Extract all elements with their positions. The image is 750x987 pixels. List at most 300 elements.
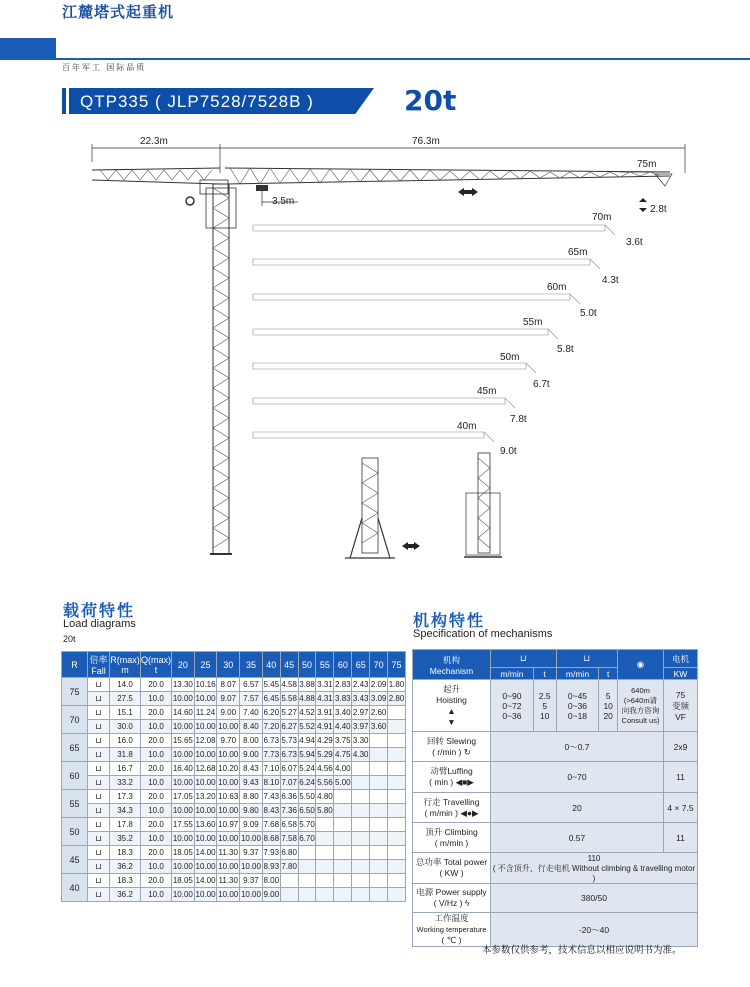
temp-label-en: Working temperature: [416, 925, 487, 934]
travelling-kw: 4 × 7.5: [664, 793, 698, 823]
load-value-cell: [334, 804, 352, 818]
jib-70-length: 70m: [592, 212, 612, 223]
load-value-cell: 10.00: [172, 888, 195, 902]
hoist-speed-a3: 0~36: [502, 710, 522, 721]
mech-col-mechanism: [413, 650, 491, 680]
load-value-cell: [388, 720, 406, 734]
load-value-cell: 2.09: [370, 678, 388, 692]
qmax-cell: 20.0: [141, 818, 172, 832]
load-value-cell: 7.20: [262, 720, 280, 734]
col-50: 50: [298, 652, 316, 678]
rmax-cell: 36.2: [110, 888, 141, 902]
crane-diagram: [60, 128, 750, 573]
load-value-cell: 15.65: [172, 734, 195, 748]
mech-col-mmin-2: m/min: [556, 668, 599, 680]
load-value-cell: [298, 888, 316, 902]
load-value-cell: 9.37: [240, 846, 263, 860]
jib-55-load: 5.8t: [557, 344, 574, 355]
load-value-cell: [370, 832, 388, 846]
fall-icon: ⊔: [88, 846, 110, 860]
load-value-cell: 8.00: [262, 874, 280, 888]
qmax-cell: 20.0: [141, 874, 172, 888]
rmax-cell: 16.7: [110, 762, 141, 776]
hoist-speed-b3: 0~18: [567, 710, 588, 721]
load-value-cell: 10.20: [217, 762, 240, 776]
load-value-cell: 12.08: [194, 734, 217, 748]
dim-counter-jib: 22.3m: [140, 136, 168, 147]
load-value-cell: [388, 874, 406, 888]
load-value-cell: 7.73: [262, 748, 280, 762]
col-55: 55: [316, 652, 334, 678]
load-value-cell: 5.50: [298, 790, 316, 804]
temp-label: 工作温度: [434, 913, 469, 923]
mech-row-luffing: [413, 762, 698, 793]
load-value-cell: 14.00: [194, 874, 217, 888]
mech-row-hoisting: [413, 680, 698, 732]
load-table-row: [62, 776, 406, 790]
rmax-cell: 17.8: [110, 818, 141, 832]
slewing-label-cell: [413, 732, 491, 762]
load-value-cell: 9.80: [240, 804, 263, 818]
load-value-cell: [280, 888, 298, 902]
load-value-cell: 3.31: [316, 678, 334, 692]
mech-row-climbing: [413, 823, 698, 853]
load-value-cell: 11.30: [217, 874, 240, 888]
fall-icon: ⊔: [88, 888, 110, 902]
col-20: 20: [172, 652, 195, 678]
load-title: 载荷特性: [63, 603, 136, 620]
load-value-cell: 7.43: [262, 790, 280, 804]
load-value-cell: 3.83: [334, 692, 352, 706]
load-value-cell: 9.00: [240, 748, 263, 762]
col-30: 30: [217, 652, 240, 678]
climbing-label-cell: [413, 823, 491, 853]
load-value-cell: 9.07: [217, 692, 240, 706]
col-45: 45: [280, 652, 298, 678]
load-subtitle: Load diagrams: [63, 618, 136, 630]
rmax-cell: 18.3: [110, 874, 141, 888]
load-value-cell: 18.05: [172, 846, 195, 860]
travelling-speed: 20: [491, 793, 664, 823]
load-value-cell: [298, 846, 316, 860]
load-value-cell: 5.94: [298, 748, 316, 762]
load-value-cell: 9.00: [262, 888, 280, 902]
load-value-cell: 4.91: [316, 720, 334, 734]
qmax-cell: 10.0: [141, 860, 172, 874]
load-value-cell: 5.58: [280, 692, 298, 706]
jib-65-length: 65m: [568, 247, 588, 258]
load-value-cell: 2.80: [388, 692, 406, 706]
lightning-icon: ϟ: [464, 898, 470, 908]
fall-icon: ⊔: [88, 804, 110, 818]
load-value-cell: 8.43: [240, 762, 263, 776]
hoist-kw-3: VF: [675, 711, 686, 722]
load-value-cell: 8.43: [262, 804, 280, 818]
load-value-cell: 5.45: [262, 678, 280, 692]
hoist-load-b1: 5: [605, 690, 611, 701]
company-name: 江麓塔式起重机: [62, 4, 175, 21]
load-table-body: [62, 678, 406, 902]
load-table-row: [62, 790, 406, 804]
hoist-kw-1: 75: [675, 689, 686, 700]
jib-60-length: 60m: [547, 282, 567, 293]
power-label: 总功率 Total power: [415, 857, 488, 867]
load-value-cell: 4.75: [334, 748, 352, 762]
load-table-row: [62, 832, 406, 846]
max-capacity: 20t: [404, 84, 457, 117]
load-value-cell: 5.00: [334, 776, 352, 790]
load-value-cell: [370, 860, 388, 874]
load-value-cell: [388, 818, 406, 832]
load-value-cell: [280, 874, 298, 888]
qmax-cell: 10.0: [141, 888, 172, 902]
hoist-loads-b: [599, 680, 618, 732]
load-table-row: [62, 748, 406, 762]
hoist-speeds-a: [491, 680, 534, 732]
slogan: 百年军工 国际品质: [62, 63, 147, 72]
rmax-cell: 17.3: [110, 790, 141, 804]
climbing-label: 顶升 Climbing: [425, 826, 478, 837]
load-value-cell: 4.58: [280, 678, 298, 692]
rmax-cell: 33.2: [110, 776, 141, 790]
hoist-kw-2: 变频: [671, 700, 689, 711]
load-value-cell: 7.68: [262, 818, 280, 832]
load-value-cell: [316, 832, 334, 846]
load-value-cell: [334, 888, 352, 902]
mech-col-motor: 电机: [664, 650, 698, 668]
radius-cell: 65: [62, 734, 88, 762]
load-value-cell: 6.73: [262, 734, 280, 748]
hoist-kw: [664, 680, 698, 732]
power-label-cell: [413, 853, 491, 884]
mech-row-power: [413, 853, 698, 884]
load-value-cell: [370, 888, 388, 902]
load-value-cell: 10.00: [172, 860, 195, 874]
hoist-rope-4: Consult us): [621, 715, 660, 725]
radius-cell: 70: [62, 706, 88, 734]
load-value-cell: 10.00: [194, 776, 217, 790]
fall-icon: ⊔: [88, 762, 110, 776]
load-value-cell: 5.24: [298, 762, 316, 776]
load-value-cell: 5.29: [316, 748, 334, 762]
load-table-row: [62, 874, 406, 888]
load-value-cell: [388, 860, 406, 874]
load-value-cell: 11.30: [217, 846, 240, 860]
hoist-load-a1: 2.5: [538, 690, 551, 701]
fall-icon: ⊔: [88, 748, 110, 762]
load-value-cell: [388, 804, 406, 818]
jib-60-load: 5.0t: [580, 308, 597, 319]
hoist-load-b3: 20: [603, 710, 613, 721]
col-40: 40: [262, 652, 280, 678]
travelling-unit: ( m/min ): [424, 807, 458, 818]
disclaimer: 本参数仅供参考，技术信息以相应说明书为准。: [482, 945, 682, 956]
travelling-label: 行走 Travelling: [423, 796, 480, 807]
load-value-cell: 10.00: [172, 832, 195, 846]
load-value-cell: 17.05: [172, 790, 195, 804]
supply-label: 电源 Power supply: [416, 887, 487, 897]
power-unit: ( KW ): [439, 868, 464, 878]
radius-cell: 55: [62, 790, 88, 818]
qmax-cell: 20.0: [141, 762, 172, 776]
slewing-speed: 0～0.7: [491, 732, 664, 762]
fall-icon: ⊔: [88, 776, 110, 790]
load-value-cell: 8.93: [262, 860, 280, 874]
load-value-cell: 10.00: [172, 692, 195, 706]
mech-subtitle: Specification of mechanisms: [413, 628, 553, 640]
load-value-cell: 7.36: [280, 804, 298, 818]
load-table-row: [62, 734, 406, 748]
brand-block: [0, 38, 56, 60]
load-75m: 2.8t: [650, 204, 667, 215]
hoist-load-b2: 10: [603, 700, 613, 711]
load-value-cell: 10.00: [194, 720, 217, 734]
load-value-cell: [388, 888, 406, 902]
col-qmax: Q(max) t: [141, 652, 172, 678]
load-value-cell: 9.70: [217, 734, 240, 748]
qmax-cell: 10.0: [141, 720, 172, 734]
mech-row-travelling: [413, 793, 698, 823]
load-value-cell: 10.97: [217, 818, 240, 832]
load-value-cell: 13.60: [194, 818, 217, 832]
hoist-load-a3: 10: [539, 710, 550, 721]
qmax-cell: 20.0: [141, 706, 172, 720]
load-value-cell: 5.70: [298, 818, 316, 832]
load-value-cell: 16.40: [172, 762, 195, 776]
load-table-row: [62, 818, 406, 832]
load-value-cell: 4.31: [316, 692, 334, 706]
load-table-row: [62, 860, 406, 874]
col-60: 60: [334, 652, 352, 678]
load-table-row: [62, 706, 406, 720]
load-value-cell: 1.80: [388, 678, 406, 692]
jib-50-length: 50m: [500, 352, 520, 363]
hoist-rope-2: (>640m请: [623, 695, 658, 705]
load-value-cell: 6.73: [280, 748, 298, 762]
mech-row-slewing: [413, 732, 698, 762]
load-value-cell: 5.80: [316, 804, 334, 818]
load-value-cell: 10.00: [217, 776, 240, 790]
mech-row-supply: [413, 884, 698, 913]
mech-col-mechanism-en: Mechanism: [429, 665, 474, 676]
col-75: 75: [388, 652, 406, 678]
luffing-icon: ◀■▶: [455, 777, 474, 787]
load-table-row: [62, 720, 406, 734]
luffing-label: 动臂Luffing: [430, 766, 473, 776]
load-value-cell: 7.80: [280, 860, 298, 874]
load-value-cell: 4.52: [298, 706, 316, 720]
mech-title: 机构特性: [413, 613, 486, 630]
load-value-cell: [316, 846, 334, 860]
rmax-cell: 36.2: [110, 860, 141, 874]
col-65: 65: [352, 652, 370, 678]
load-value-cell: 4.56: [316, 762, 334, 776]
load-value-cell: [334, 790, 352, 804]
load-value-cell: [370, 874, 388, 888]
load-value-cell: 17.55: [172, 818, 195, 832]
jib-45-length: 45m: [477, 386, 497, 397]
load-value-cell: 3.40: [334, 706, 352, 720]
radius-cell: 40: [62, 874, 88, 902]
load-value-cell: 7.93: [262, 846, 280, 860]
load-table-row: [62, 678, 406, 692]
fall-icon: ⊔: [88, 860, 110, 874]
load-value-cell: [370, 776, 388, 790]
load-value-cell: [370, 748, 388, 762]
jib-65-load: 4.3t: [602, 275, 619, 286]
col-25: 25: [194, 652, 217, 678]
load-value-cell: 10.00: [217, 860, 240, 874]
mech-col-t-1: t: [533, 668, 556, 680]
hoist-rope: [618, 680, 664, 732]
load-value-cell: 4.29: [316, 734, 334, 748]
load-value-cell: 3.91: [316, 706, 334, 720]
hoist-speed-b1: 0~45: [567, 690, 588, 701]
load-value-cell: 6.57: [240, 678, 263, 692]
qmax-cell: 20.0: [141, 790, 172, 804]
load-value-cell: 5.52: [298, 720, 316, 734]
load-value-cell: 4.80: [316, 790, 334, 804]
jib-40-load: 9.0t: [500, 446, 517, 457]
load-value-cell: 10.16: [194, 678, 217, 692]
load-value-cell: [352, 776, 370, 790]
load-value-cell: 8.68: [262, 832, 280, 846]
load-value-cell: 3.97: [352, 720, 370, 734]
jib-40-length: 40m: [457, 421, 477, 432]
top-bar: [0, 38, 750, 60]
load-value-cell: [352, 874, 370, 888]
hoisting-label: [413, 680, 491, 732]
load-value-cell: 10.00: [217, 832, 240, 846]
load-value-cell: [352, 804, 370, 818]
load-value-cell: [334, 818, 352, 832]
hoisting-label-cn: 起升: [442, 683, 460, 694]
load-value-cell: 10.00: [194, 860, 217, 874]
load-value-cell: [352, 832, 370, 846]
load-value-cell: 8.40: [240, 720, 263, 734]
load-value-cell: 4.30: [352, 748, 370, 762]
load-value-cell: 2.60: [370, 706, 388, 720]
hoist-4fall-icon: ⊔: [556, 650, 617, 668]
load-value-cell: 8.00: [240, 734, 263, 748]
jib-50-load: 6.7t: [533, 379, 550, 390]
fall-icon: ⊔: [88, 706, 110, 720]
load-value-cell: 10.00: [217, 720, 240, 734]
load-value-cell: [334, 846, 352, 860]
qmax-cell: 20.0: [141, 678, 172, 692]
hoist-rope-1: 640m: [631, 685, 650, 695]
qmax-cell: 10.0: [141, 692, 172, 706]
col-35: 35: [240, 652, 263, 678]
load-value-cell: 10.00: [172, 720, 195, 734]
temp-unit: ( ℃ ): [441, 935, 462, 945]
load-table-row: [62, 888, 406, 902]
load-value-cell: 9.43: [240, 776, 263, 790]
load-value-cell: 6.36: [280, 790, 298, 804]
col-fall: 倍率 Fall: [88, 652, 110, 678]
radius-cell: 50: [62, 818, 88, 846]
rmax-cell: 14.0: [110, 678, 141, 692]
load-value-cell: 10.00: [217, 804, 240, 818]
load-value-cell: 10.00: [194, 748, 217, 762]
load-value-cell: 10.00: [172, 748, 195, 762]
power-note: ( 不含顶升、行走电机 Without climbing & travelling motor ): [492, 863, 696, 883]
dim-75m: 75m: [637, 159, 657, 170]
load-value-cell: 9.37: [240, 874, 263, 888]
load-value-cell: 11.24: [194, 706, 217, 720]
tower-side-views: [345, 453, 502, 558]
rmax-cell: 16.0: [110, 734, 141, 748]
slewing-unit: ( r/min ): [432, 746, 462, 757]
load-value-cell: 8.80: [240, 790, 263, 804]
load-value-cell: [334, 832, 352, 846]
load-value-cell: 7.57: [240, 692, 263, 706]
load-value-cell: 8.10: [262, 776, 280, 790]
load-value-cell: 4.00: [334, 762, 352, 776]
load-value-cell: 6.20: [262, 706, 280, 720]
load-value-cell: [316, 818, 334, 832]
supply-label-cell: [413, 884, 491, 913]
rmax-cell: 30.0: [110, 720, 141, 734]
load-value-cell: [352, 860, 370, 874]
load-value-cell: 10.00: [240, 860, 263, 874]
radius-cell: 60: [62, 762, 88, 790]
slewing-icon: ↻: [463, 746, 471, 757]
rmax-cell: 31.8: [110, 748, 141, 762]
mech-header-row-1: [413, 650, 698, 668]
qmax-cell: 20.0: [141, 734, 172, 748]
rmax-cell: 27.5: [110, 692, 141, 706]
load-value-cell: 9.09: [240, 818, 263, 832]
load-value-cell: [298, 874, 316, 888]
load-value-cell: 5.56: [316, 776, 334, 790]
temp-value: -20～40: [491, 913, 698, 947]
load-value-cell: 5.27: [280, 706, 298, 720]
rmax-cell: 15.1: [110, 706, 141, 720]
header-rule: [56, 58, 750, 60]
load-value-cell: 13.30: [172, 678, 195, 692]
load-value-cell: [352, 762, 370, 776]
col-r: R: [62, 652, 88, 678]
rmax-cell: 35.2: [110, 832, 141, 846]
load-value-cell: [388, 776, 406, 790]
climbing-unit: ( m/min ): [434, 837, 469, 848]
load-value-cell: [388, 790, 406, 804]
load-table: [61, 651, 406, 902]
radius-cell: 75: [62, 678, 88, 706]
load-value-cell: 4.94: [298, 734, 316, 748]
load-value-cell: [388, 832, 406, 846]
fall-icon: ⊔: [88, 832, 110, 846]
load-value-cell: 3.75: [334, 734, 352, 748]
hoist-speed-a1: 0~90: [502, 690, 522, 701]
travel-icon: ◀●▶: [460, 807, 479, 818]
load-value-cell: 3.88: [298, 678, 316, 692]
col-rmax: R(max) m: [110, 652, 141, 678]
load-value-cell: 7.40: [240, 706, 263, 720]
model-name: QTP335 ( JLP7528/7528B ): [80, 92, 314, 111]
load-value-cell: [352, 846, 370, 860]
load-value-cell: 10.00: [172, 804, 195, 818]
drum-icon: ◉: [618, 650, 664, 680]
climbing-speed: 0.57: [491, 823, 664, 853]
load-value-cell: 6.80: [280, 846, 298, 860]
load-value-cell: 6.24: [298, 776, 316, 790]
luffing-kw: 11: [664, 762, 698, 793]
fall-icon: ⊔: [88, 818, 110, 832]
load-value-cell: 6.58: [280, 818, 298, 832]
rmax-cell: 18.3: [110, 846, 141, 860]
